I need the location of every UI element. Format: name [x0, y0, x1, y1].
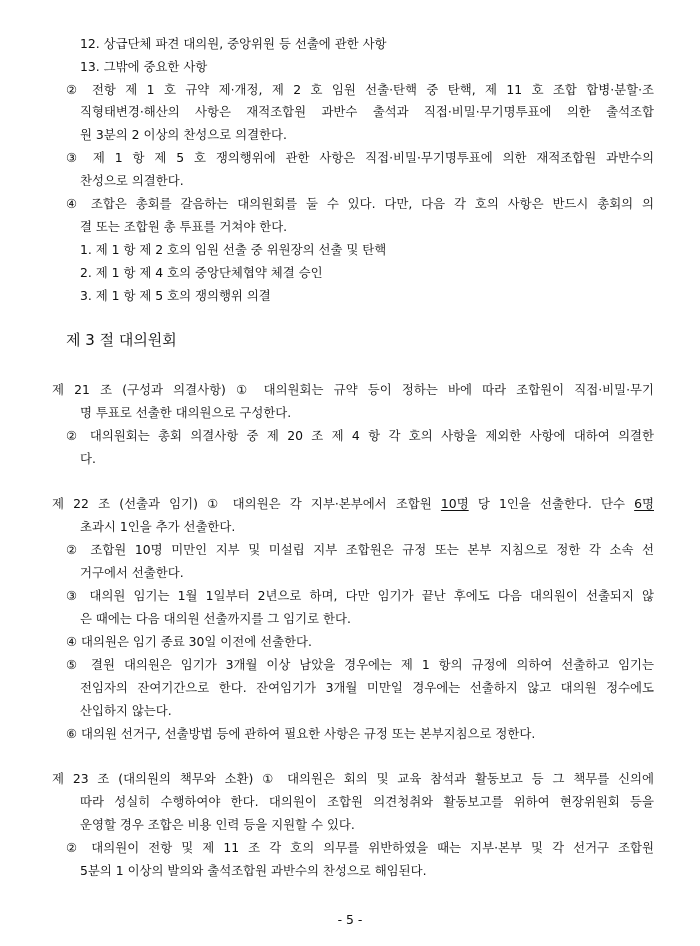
art22-line-1-text-b: 당 1인을 선출한다. 단수 — [468, 496, 635, 511]
art22-para-2-line-2: 거구에서 선출한다. — [80, 565, 184, 580]
art22-underlined-10: 10명 — [440, 496, 469, 511]
art22-line-1 — [52, 496, 654, 512]
art21-line-1: 제 21 조 (구성과 의결사항) ① 대의원회는 규약 등이 정하는 바에 따라 조합원이 직접·비밀·무기 — [52, 382, 654, 397]
item-13: 13. 그밖에 중요한 사항 — [80, 59, 208, 74]
art21-para-2-line-1: ② 대의원회는 총회 의결사항 중 제 20 조 제 4 항 각 호의 사항을 제외한 사항에 대하여 의결한 — [66, 428, 654, 443]
art23-line-1: 제 23 조 (대의원의 책무와 소환) ① 대의원은 회의 및 교육 참석과 활동보고 등 그 책무를 신의에 — [52, 771, 654, 786]
para-2-line-1: ② 전항 제 1 호 규약 제·개정, 제 2 호 임원 선출·탄핵 중 탄핵, 제 11 호 조합 합병·분할·조 — [66, 82, 654, 97]
para-3-line-1: ③ 제 1 항 제 5 호 쟁의행위에 관한 사항은 직접·비밀·무기명투표에 의한 재적조합원 과반수의 — [66, 150, 654, 165]
section-title: 제 3 절 대의원회 — [66, 331, 177, 349]
art21-para-2-line-2: 다. — [80, 451, 96, 466]
para-4-sub-3: 3. 제 1 항 제 5 호의 쟁의행위 의결 — [80, 288, 271, 303]
art23-line-2: 따라 성실히 수행하여야 한다. 대의원이 조합원 의견청취와 활동보고를 위하여 현장위원회 등을 — [80, 794, 654, 809]
item-12: 12. 상급단체 파견 대의원, 중앙위원 등 선출에 관한 사항 — [80, 36, 387, 51]
para-2-line-2: 직형태변경·해산의 사항은 재적조합원 과반수 출석과 직접·비밀·무기명투표에 의한 출석조합 — [80, 104, 654, 119]
para-3-line-2: 찬성으로 의결한다. — [80, 173, 184, 188]
art22-para-5-line-3: 산입하지 않는다. — [80, 703, 172, 718]
art22-para-5-line-2: 전임자의 잔여기간으로 한다. 잔여임기가 3개월 미만일 경우에는 선출하지 않고 대의원 정수에도 — [80, 680, 654, 695]
art21-line-2: 명 투표로 선출한 대의원으로 구성한다. — [80, 405, 292, 420]
para-4-sub-2: 2. 제 1 항 제 4 호의 중앙단체협약 체결 승인 — [80, 265, 323, 280]
art22-line-2: 초과시 1인을 추가 선출한다. — [80, 519, 236, 534]
para-2-line-3: 원 3분의 2 이상의 찬성으로 의결한다. — [80, 127, 287, 142]
para-4-line-1: ④ 조합은 총회를 갈음하는 대의원회를 둘 수 있다. 다만, 다음 각 호의 사항은 반드시 총회의 의 — [66, 196, 654, 211]
art22-para-5-line-1: ⑤ 결원 대의원은 임기가 3개월 이상 남았을 경우에는 제 1 항의 규정에 의하여 선출하고 임기는 — [66, 657, 654, 672]
art23-para-2-line-1: ② 대의원이 전항 및 제 11 조 각 호의 의무를 위반하였을 때는 지부·본부 및 각 선거구 조합원 — [66, 840, 654, 855]
art22-line-1-text-a: 제 22 조 (선출과 임기) ① 대의원은 각 지부·본부에서 조합원 — [52, 496, 441, 511]
art22-para-3-line-2: 은 때에는 다음 대의원 선출까지를 그 임기로 한다. — [80, 611, 351, 626]
art22-para-3-line-1: ③ 대의원 임기는 1월 1일부터 2년으로 하며, 다만 임기가 끝난 후에도 다음 대의원이 선출되지 않 — [66, 588, 654, 603]
art23-line-3: 운영할 경우 조합은 비용 인력 등을 지원할 수 있다. — [80, 817, 355, 832]
page-number: - 5 - — [337, 912, 363, 927]
art22-para-6: ⑥ 대의원 선거구, 선출방법 등에 관하여 필요한 사항은 규정 또는 본부지침으로 정한다. — [66, 726, 536, 741]
art22-para-4: ④ 대의원은 임기 종료 30일 이전에 선출한다. — [66, 634, 312, 649]
art22-para-2-line-1: ② 조합원 10명 미만인 지부 및 미설립 지부 조합원은 규정 또는 본부 지침으로 정한 각 소속 선 — [66, 542, 654, 557]
para-4-line-2: 결 또는 조합원 총 투표를 거쳐야 한다. — [80, 219, 288, 234]
art23-para-2-line-2: 5분의 1 이상의 발의와 출석조합원 과반수의 찬성으로 해임된다. — [80, 863, 427, 878]
para-4-sub-1: 1. 제 1 항 제 2 호의 임원 선출 중 위원장의 선출 및 탄핵 — [80, 242, 387, 257]
art22-underlined-6: 6명 — [634, 496, 654, 511]
